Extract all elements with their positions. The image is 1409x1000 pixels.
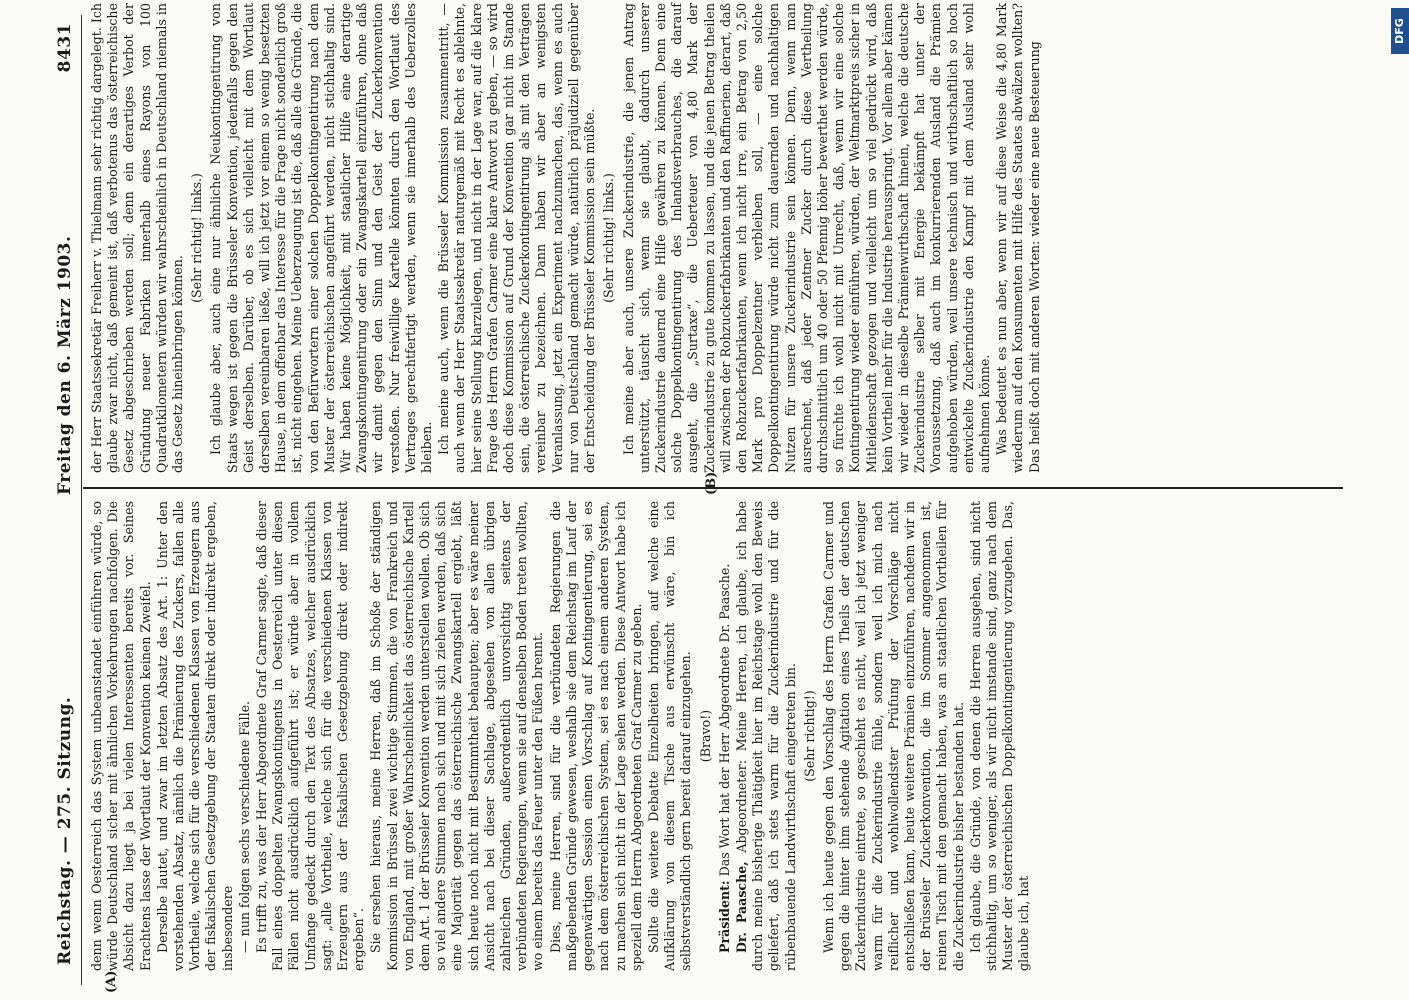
right-column <box>89 3 1339 473</box>
interjection: (Bravo!) <box>697 709 713 763</box>
speaker-paragraph <box>733 501 798 971</box>
paragraph: — nun folgen sechs verschiedene Fälle. <box>236 700 252 953</box>
margin-marker-b: (B) <box>703 471 719 495</box>
paragraph: Sollte die weitere Debatte Einzelheiten bringen, auf welche eine Aufklärung von diesem Tische aus erwünscht wäre, bin ich selbstverständlich gern bereit darauf einzugehen. <box>645 501 693 971</box>
left-column <box>89 501 1339 971</box>
interjection: (Sehr richtig!) <box>801 690 817 782</box>
paragraph: Ich glaube aber, auch eine nur ähnliche Neukontingentirung von Staats wegen ist gegen die Brüsseler Konvention, jedenfalls gegen den Geist derselben. Darüber, ob es sich vielleicht mit dem Wortlaut derselben vereinbaren ließe, will ich jetzt vor einem so wenig besetzten Hause, in dem offenbar das Interesse für die Frage nicht sonderlich groß ist, nicht eingehen. Meine Ueberzeugung ist die, daß alle die Gründe, die von den Befürwortern einer solchen Doppelkontingentirung nach dem Muster der österreichischen angeführt werden, nicht stichhaltig sind. Wir haben keine Möglichkeit, mit staatlicher Hilfe eine derartige Zwangskontingentirung oder ein Zwangskartell einzuführen, ohne daß wir damit gegen den Sinn und den Geist der Zuckerkonvention verstoßen. Nur freiwillige Kartelle könnten durch den Wortlaut des Vertrages gerechtfertigt werden, wenn sie innerhalb des Ueberzolles bleiben. <box>207 3 434 473</box>
header-date: Freitag den 6. März 1903. <box>54 235 75 495</box>
speaker-label: Präsident: <box>716 880 732 953</box>
speaker-text: Abgeordneter: Meine Herren, ich glaube, ich habe durch meine bisherige Thätigkeit hier im Reichstage wohl den Beweis geliefert, daß ich stets warm für die Zuckerindustrie und für die rübenbauende Landwirthschaft eingetreten bin. <box>733 501 798 971</box>
header-rule <box>81 15 82 985</box>
paragraph: Ich meine aber auch, unsere Zuckerindustrie, die jenen Antrag unterstützt, täuscht sich, wenn sie glaubt, dadurch unserer Zuckerindustrie dauernd eine Hilfe gewähren zu können. Denn eine solche Doppelkontingentirung des Inlandsverbrauches, die darauf ausgeht, die „Surtaxe“, die Ueberteuer von 4,80 Mark der Zuckerindustrie zu gute kommen zu lassen, und die jenen Betrag theilen will zwischen der Rohzuckerfabrikanten und den Raffinerien, derart, daß den Rohzuckerfabrikanten, wenn ich nicht irre, ein Betrag von 2,50 Mark pro Doppelzentner verbleiben soll, — eine solche Doppelkontingentirung würde nicht zum dauernden und nachhaltigen Nutzen für unsere Zuckerindustrie sein können. Denn, wenn man ausrechnet, daß jeder Zentner Zucker durch diese Vertheilung durchschnittlich um 40 oder 50 Pfennig höher bewerthet werden würde, so fürchte ich wohl nicht mit Unrecht, daß, wenn wir eine solche Kontingentirung wieder einführen, würden, der Weltmarktpreis sicher in Mitleidenschaft gezogen und vielleicht um so viel gedrückt wird, daß kein Vortheil mehr für die Industrie herausspringt. Vor allem aber kämen wir wieder in dieselbe Prämienwirthschaft hinein, welche die deutsche Zuckerindustrie selber mit Energie bekämpft hat unter der Voraussetzung, daß auch im konkurrierenden Ausland die Prämien aufgehoben würden, weil unsere technisch und wirthschaftlich so hoch entwickelte Zuckerindustrie den Kampf mit dem Ausland sehr wohl aufnehmen könne. <box>620 3 992 473</box>
dfg-logo: DFG <box>1391 8 1409 54</box>
page-header <box>49 5 83 995</box>
header-left: Reichstag. — 275. Sitzung. <box>54 696 75 965</box>
speaker-label: Dr. Paasche, <box>733 861 749 953</box>
rotated-page <box>49 2 1349 995</box>
paragraph: Ich glaube, die Gründe, von denen die Herren ausgehen, sind nicht stichhaltig, um so weniger, als wir nicht imstande sind, ganz nach dem Muster der österreichischen Doppelkontingentierung vorzugehen. Das, glaube ich, hat <box>967 501 1031 971</box>
page-number: 8431 <box>54 23 75 73</box>
paragraph: denn wenn Oesterreich das System unbeanstandet einführen würde, so würde Deutschland sicher mit ähnlichen Vorkehrungen nachfolgen. Die Absicht dazu liegt ja bei vielen Interessenten bereits vor. Seines Erachtens lasse der Wortlaut der Konvention keinen Zweifel. <box>88 501 153 971</box>
paragraph: Derselbe lautet, und zwar im letzten Absatz des Art. 1: Unter den vorstehenden Absatz, nämlich die Prämierung des Zuckers, fallen alle Vortheile, welche sich für die verschiedenen Klassen von Erzeugern aus der fiskalischen Gesetzgebung der Staaten direkt oder indirekt ergeben, insbesondere <box>154 501 235 971</box>
paragraph: Dies, meine Herren, sind für die verbündeten Regierungen die maßgebenden Gründe gewesen, weshalb sie dem Reichstag im Lauf der gegenwärtigen Session einen Vorschlag auf Kontingentierung, sei es nach dem österreichischen System, sei es nach einem anderen System, zu machen sich nicht in der Lage sehen werden. Diese Antwort habe ich speziell dem Herrn Abgeordneten Graf Carmer zu geben. <box>547 501 644 971</box>
margin-marker-a: (A) <box>103 970 119 993</box>
paragraph: Es trifft zu, was der Herr Abgeordnete Graf Carmer sagte, daß dieser Fall eines doppelten Zwangskontingents in Oesterreich unter diesen Fällen nicht ausdrücklich aufgeführt ist; er würde aber in vollem Umfange gedeckt durch den Text des Absatzes, welcher ausdrücklich sagt: „alle Vortheile, welche sich für die verschiedenen Klassen von Erzeugern aus der fiskalischen Gesetzgebung direkt oder indirekt ergeben“. <box>253 501 366 971</box>
interjection: (Sehr richtig! links.) <box>188 173 204 303</box>
paragraph: Wenn ich heute gegen den Vorschlag des Herrn Grafen Carmer und gegen die hinter ihm stehende Agitation eines Theils der deutschen Zuckerindustrie eintrete, so geschieht es nicht, weil ich jetzt weniger warm für die Zuckerindustrie fühle, sondern weil ich mich nach reiflicher und wohlwollendster Prüfung der Vorschläge nicht entschließen kann, heute weitere Prämien einzuführen, nachdem wir in der Brüsseler Zuckerkonvention, die im Sommer angenommen ist, reinen Tisch mit den gemacht haben, was an staatlichen Vortheilen für die Zuckerindustrie bisher bestanden hat. <box>820 501 966 971</box>
paragraph: Sie ersehen hieraus, meine Herren, daß im Schoße der ständigen Kommission in Brüssel zwei wichtige Stimmen, die von Frankreich und von England, mit großer Wahrscheinlichkeit das österreichische Kartell dem Art. 1 der Brüsseler Konvention werden unterstellen wollen. Ob sich so viel andere Stimmen nach sich und mit sich ziehen werden, daß sich eine Majorität gegen das österreichische Zwangskartell ergiebt, läßt sich heute noch nicht mit Bestimmtheit behaupten; aber es wäre meiner Ansicht nach bei dieser Sachlage, abgesehen von allen übrigen zahlreichen Gründen, außerordentlich unvorsichtig seitens der verbündeten Regierungen, wenn sie auf denselben Boden treten wollten, wo einem bereits das Feuer unter den Füßen brennt. <box>367 501 545 971</box>
paragraph: Ich meine auch, wenn die Brüsseler Kommission zusammentritt, — auch wenn der Herr Staatssekretär naturgemäß mit Recht es ablehnte, hier seine Stellung klarzulegen, und nicht in der Lage war, auf die klare Frage des Herrn Grafen Carmer eine klare Antwort zu geben, — so wird doch diese Kommission auf Grund der Konvention gar nicht im Stande sein, die österreichische Zuckerkontingentirung als mit den Verträgen vereinbar zu bezeichnen. Dann haben wir aber an wenigsten Veranlassung, jetzt ein Experiment nachzumachen, das, wenn es auch nur von Deutschland gemacht würde, natürlich präjudiziell gegenüber der Entscheidung der Brüsseler Kommission sein müßte. <box>435 3 597 473</box>
paragraph: der Herr Staatssekretär Freiherr v. Thielmann sehr richtig dargelegt. Ich glaube zwar nicht, daß gemeint ist, daß verbotenus das österreichische Gesetz abgeschrieben werden soll; denn ein derartiges Verbot der Gründung neuer Fabriken innerhalb eines Rayons von 100 Quadratkilometern würden wir wahrscheinlich in Deutschland niemals in das Gesetz hineinbringen können. <box>88 2 185 473</box>
paragraph: Was bedeutet es nun aber, wenn wir auf diese Weise die 4,80 Mark wiederum auf den Konsumenten mit Hilfe des Staates abwälzen wollten? Das heißt doch mit anderen Worten: wieder eine neue Besteuerung <box>993 3 1042 473</box>
interjection: (Sehr richtig! links.) <box>600 173 616 303</box>
speaker-paragraph <box>716 501 732 971</box>
speaker-text: Das Wort hat der Herr Abgeordnete Dr. Paasche. <box>716 563 732 877</box>
